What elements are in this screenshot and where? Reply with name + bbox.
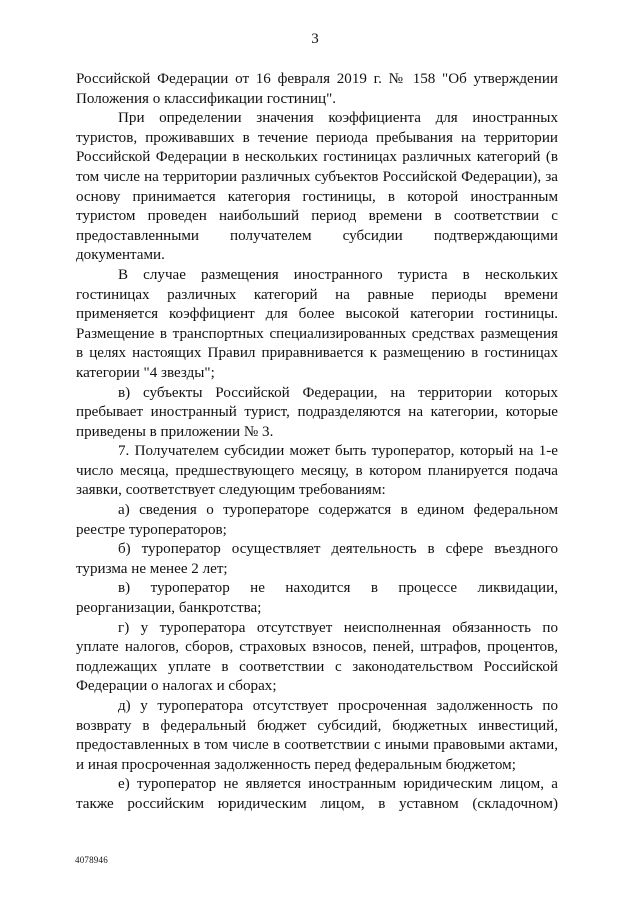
requirement-g: г) у туроператора отсутствует неисполненная обязанность по уплате налогов, сборов, страховых взносов, пеней, штрафов, процентов, подлежащих уплате в соответствии с законодательством Российской Федерации о налогах и сборах; — [76, 619, 558, 695]
requirement-d: д) у туроператора отсутствует просроченная задолженность по возврату в федеральный бюджет субсидий, бюджетных инвестиций, предоставленных в том числе в соответствии с иными правовыми актами, и иная просроченная задолженность перед федеральным бюджетом; — [76, 698, 558, 773]
document-code: 4078946 — [75, 855, 108, 865]
requirement-e: е) туроператор не является иностранным юридическим лицом, а также российским юридическим лицом, в уставном (складочном) — [76, 776, 558, 812]
paragraph-subjects-categories: в) субъекты Российской Федерации, на территории которых пребывает иностранный турист, подразделяются на категории, которые приведены в приложении № 3. — [76, 384, 558, 440]
paragraph-equal-periods-rule: В случае размещения иностранного туриста в нескольких гостиницах различных категорий на равные периоды времени применяется коэффициент для более высокой категории гостиницы. Размещение в транспортных специализированных средствах размещения в целях настоящих Правил приравнивается к размещению в гостиницах категории "4 звезды"; — [76, 266, 558, 381]
document-body — [76, 70, 558, 815]
requirement-v: в) туроператор не находится в процессе ликвидации, реорганизации, банкротства; — [76, 580, 558, 617]
paragraph-recipient-requirements: 7. Получателем субсидии может быть туроператор, который на 1-е число месяца, предшествующего месяцу, в котором планируется подача заявки, соответствует следующим требованиям: — [76, 443, 558, 499]
requirement-a: а) сведения о туроператоре содержатся в едином федеральном реестре туроператоров; — [76, 502, 558, 538]
page-number: 3 — [311, 31, 319, 47]
paragraph-coefficient-rule: При определении значения коэффициента для иностранных туристов, проживавших в течение периода пребывания на территории Российской Федерации в нескольких гостиницах различных категорий (в том числе на территории различных субъектов Российской Федерации), за основу принимается категория гостиницы, в которой иностранным туристом проведен наибольший период времени в соответствии с предоставленными получателем субсидии подтверждающими документами. — [76, 110, 558, 264]
paragraph-decree-reference: Российской Федерации от 16 февраля 2019 г. № 158 "Об утверждении Положения о классификации гостиниц". — [76, 71, 558, 107]
requirement-b: б) туроператор осуществляет деятельность в сфере въездного туризма не менее 2 лет; — [76, 541, 558, 577]
